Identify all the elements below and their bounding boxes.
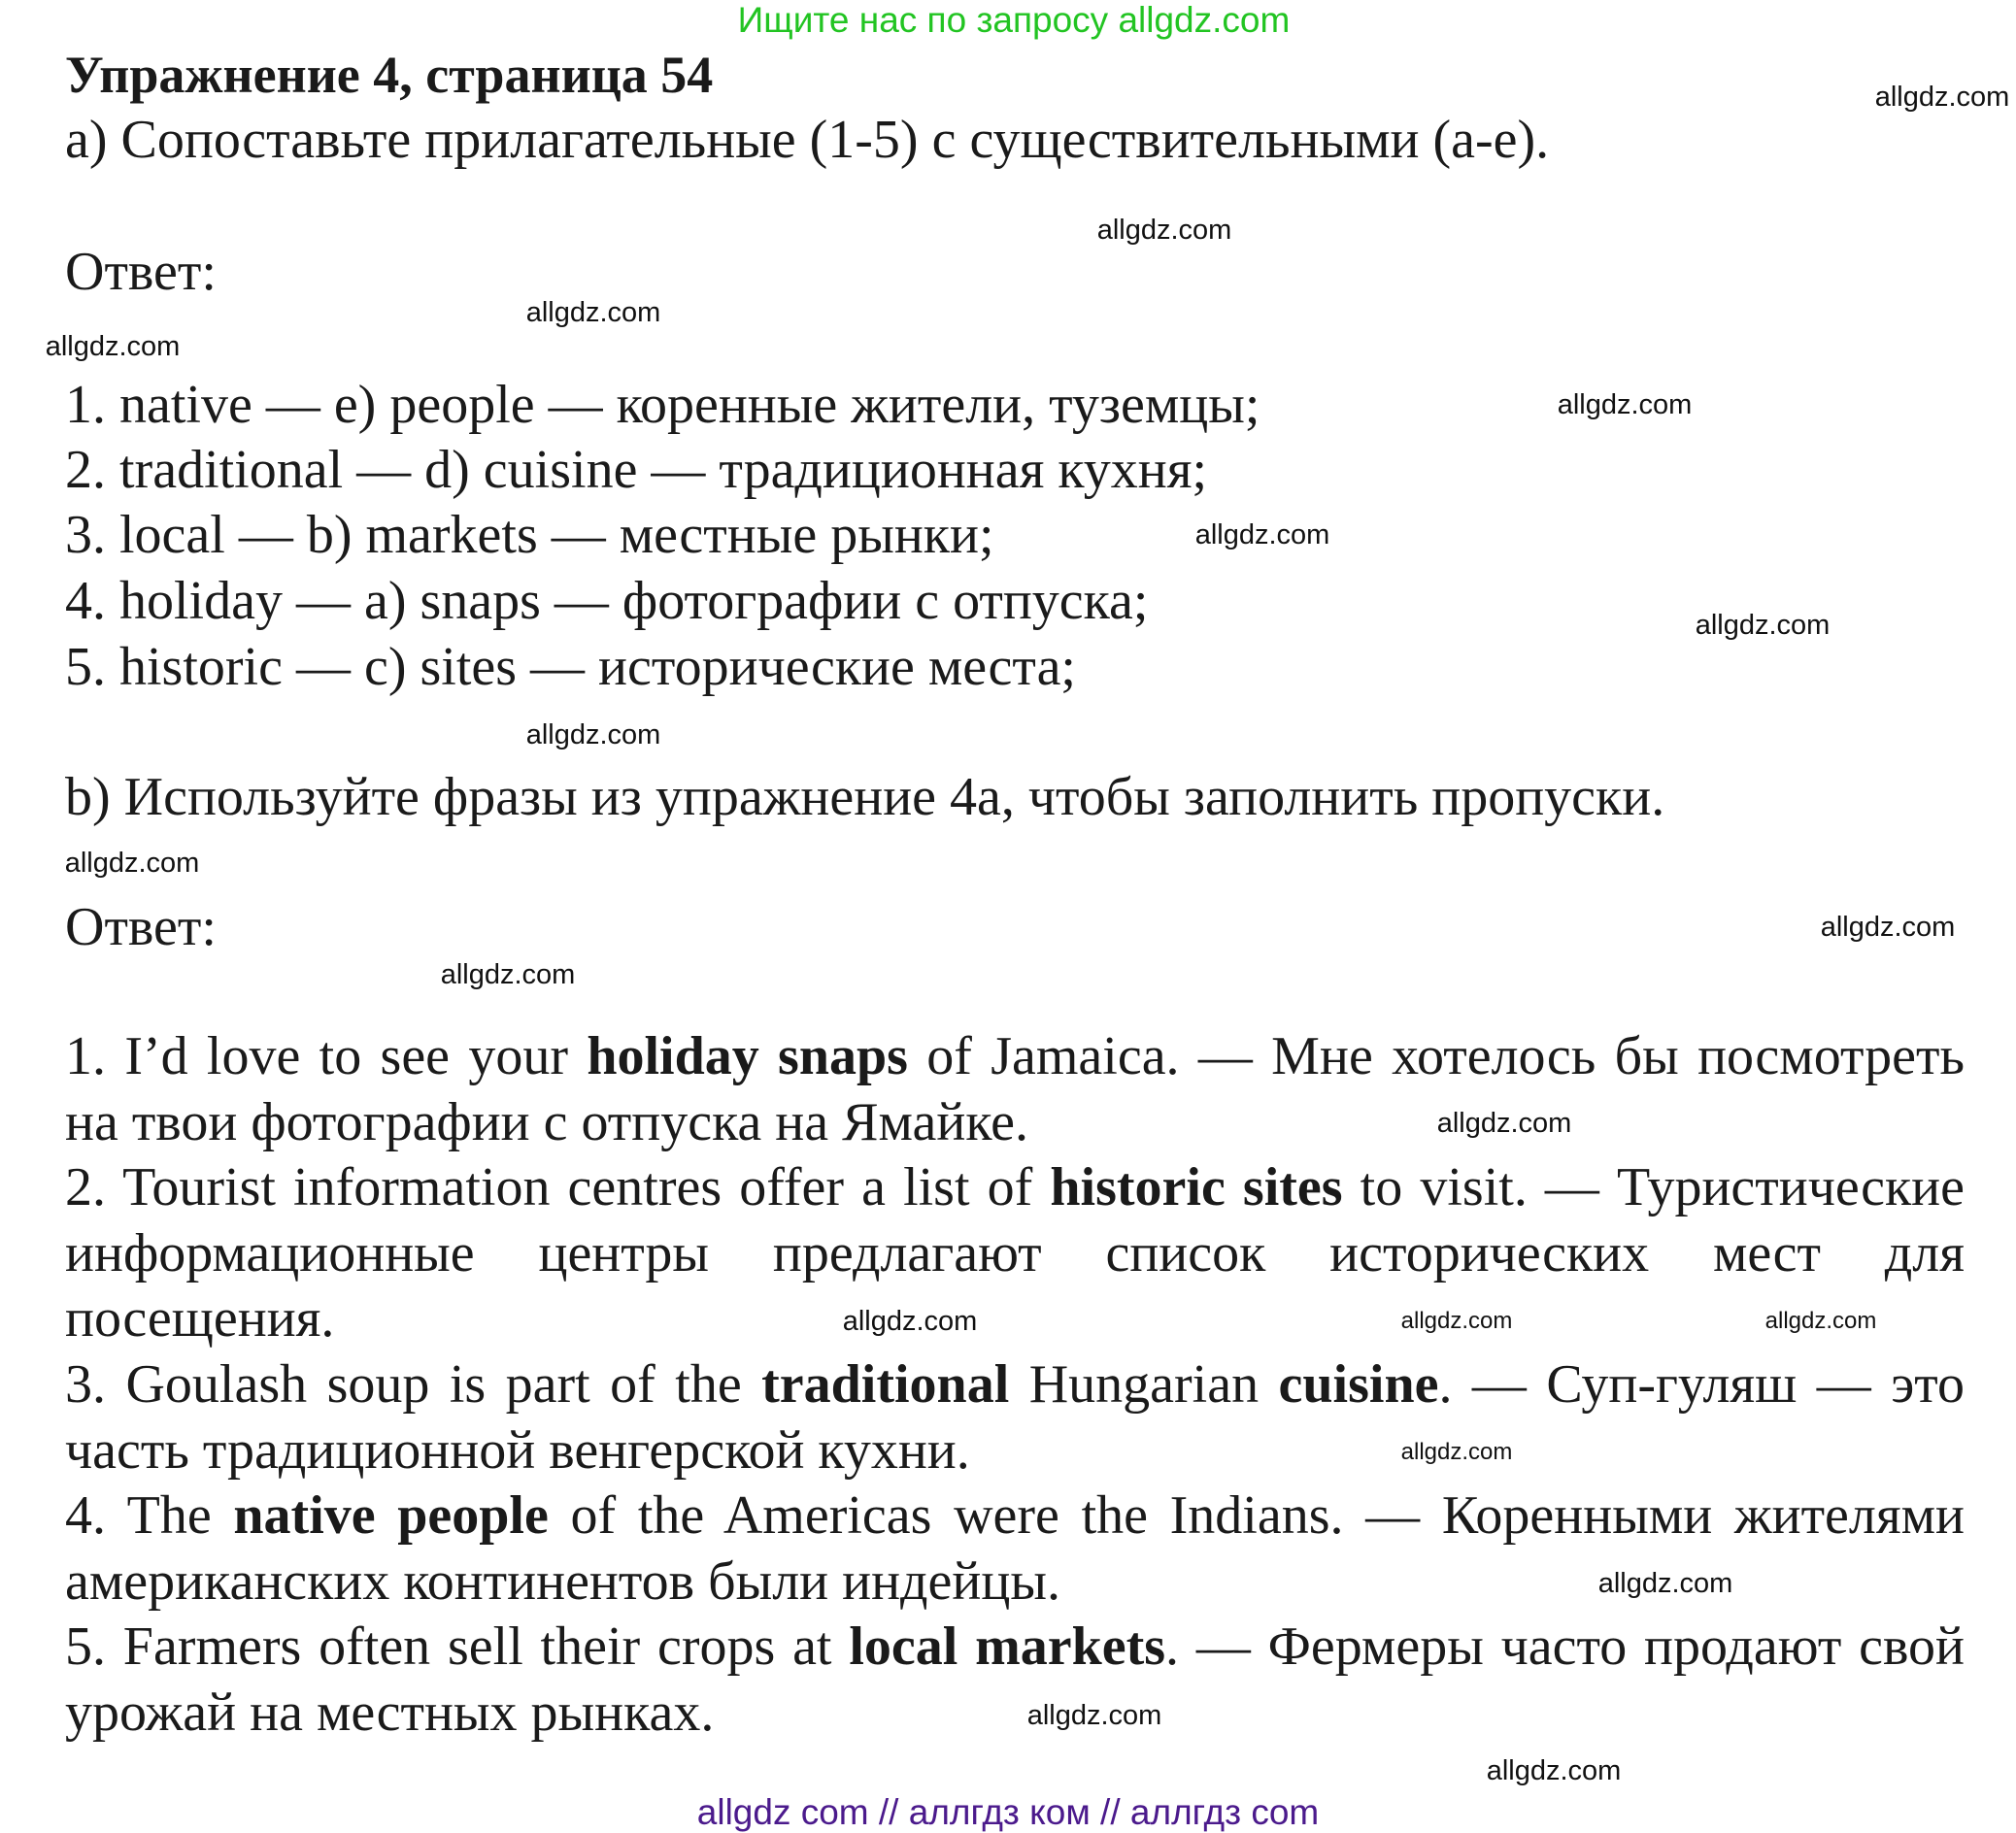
answer-text: информационные центры предлагают список исторических мест для [65,1222,1965,1283]
answer-line [65,1420,970,1486]
answer-phrase-bold: traditional [761,1353,1010,1415]
watermark: allgdz.com [525,719,661,750]
answer-text: 4. The [65,1485,234,1547]
answer-line [65,1288,334,1354]
watermark: allgdz.com [1194,519,1330,550]
answer-phrase-bold: historic sites [1050,1157,1343,1218]
watermark: allgdz.com [1486,1755,1622,1786]
answer-label-a: Ответ: [65,242,217,302]
answer-line [65,1683,714,1749]
task-b: b) Используйте фразы из упражнение 4a, чтобы заполнить пропуски. [65,767,1665,827]
watermark: allgdz.com [1820,912,1956,943]
answer-text: 3. Goulash soup is part of the [65,1353,762,1415]
answer-text: 2. Tourist information centres offer a list of [65,1157,1051,1218]
watermark: allgdz.com [1096,215,1232,246]
answer-phrase-bold: cuisine [1278,1353,1439,1415]
watermark: allgdz.com [1557,389,1693,420]
answer-phrase-bold: local markets [849,1616,1166,1678]
answer-text: to visit. — Туристические [1342,1157,1966,1218]
answer-line [65,1551,1060,1617]
watermark: allgdz.com [1026,1700,1162,1731]
watermark: allgdz.com [1400,1308,1513,1334]
answer-line [65,1354,1965,1420]
answer-text: урожай на местных рынках. [65,1682,715,1743]
answer-line [65,1223,1965,1289]
answer-text: of Jamaica. — Мне хотелось бы посмотреть [907,1026,1966,1086]
top-banner: Ищите нас по запросу allgdz.com [737,0,1291,40]
answer-text: посещения. [65,1288,335,1350]
answer-phrase-bold: holiday snaps [587,1026,908,1086]
answer-text: американских континентов были индейцы. [65,1550,1060,1612]
match-item: 3. local — b) markets — местные рынки; [65,505,994,565]
answer-line [65,1485,1965,1551]
watermark: allgdz.com [1874,82,2010,113]
watermark: allgdz.com [440,959,576,990]
answer-text: Hungarian [1009,1353,1279,1415]
watermark: allgdz.com [1597,1568,1733,1599]
answer-text: 1. I’d love to see your [65,1026,588,1086]
answer-text: . — Суп-гуляш — это [1438,1353,1965,1415]
answer-phrase-bold: native people [233,1485,549,1547]
answer-line [65,1026,1965,1092]
watermark: allgdz.com [1436,1108,1572,1139]
answer-line [65,1616,1965,1683]
answer-line [65,1092,1028,1158]
answer-text: на твои фотографии с отпуска на Ямайке. [65,1091,1029,1152]
answers-b [65,1026,1965,1749]
task-a: a) Сопоставьте прилагательные (1-5) с существительными (a-e). [65,110,1550,170]
watermark: allgdz.com [1695,610,1831,641]
page-title: Упражнение 4, страница 54 [65,46,714,104]
watermark: allgdz.com [1400,1439,1513,1465]
watermark: allgdz.com [842,1306,978,1337]
match-item: 1. native — e) people — коренные жители, туземцы; [65,375,1260,435]
watermark: allgdz.com [64,848,200,879]
answer-line [65,1157,1965,1223]
match-item: 5. historic — c) sites — исторические места; [65,637,1076,697]
watermark: allgdz.com [525,297,661,328]
answer-label-b: Ответ: [65,897,217,957]
match-item: 4. holiday — a) snaps — фотографии с отпуска; [65,571,1149,631]
watermark: allgdz.com [1764,1308,1877,1334]
footer: allgdz com // аллгдз ком // аллгдз com [696,1792,1320,1832]
answer-text: 5. Farmers often sell their crops at [65,1616,850,1678]
match-item: 2. traditional — d) cuisine — традиционная кухня; [65,440,1208,500]
answer-text: часть традиционной венгерской кухни. [65,1419,970,1481]
answer-text: . — Фермеры часто продают свой [1165,1616,1966,1678]
answer-text: of the Americas were the Indians. — Коренными жителями [548,1485,1966,1547]
watermark: allgdz.com [45,331,181,362]
